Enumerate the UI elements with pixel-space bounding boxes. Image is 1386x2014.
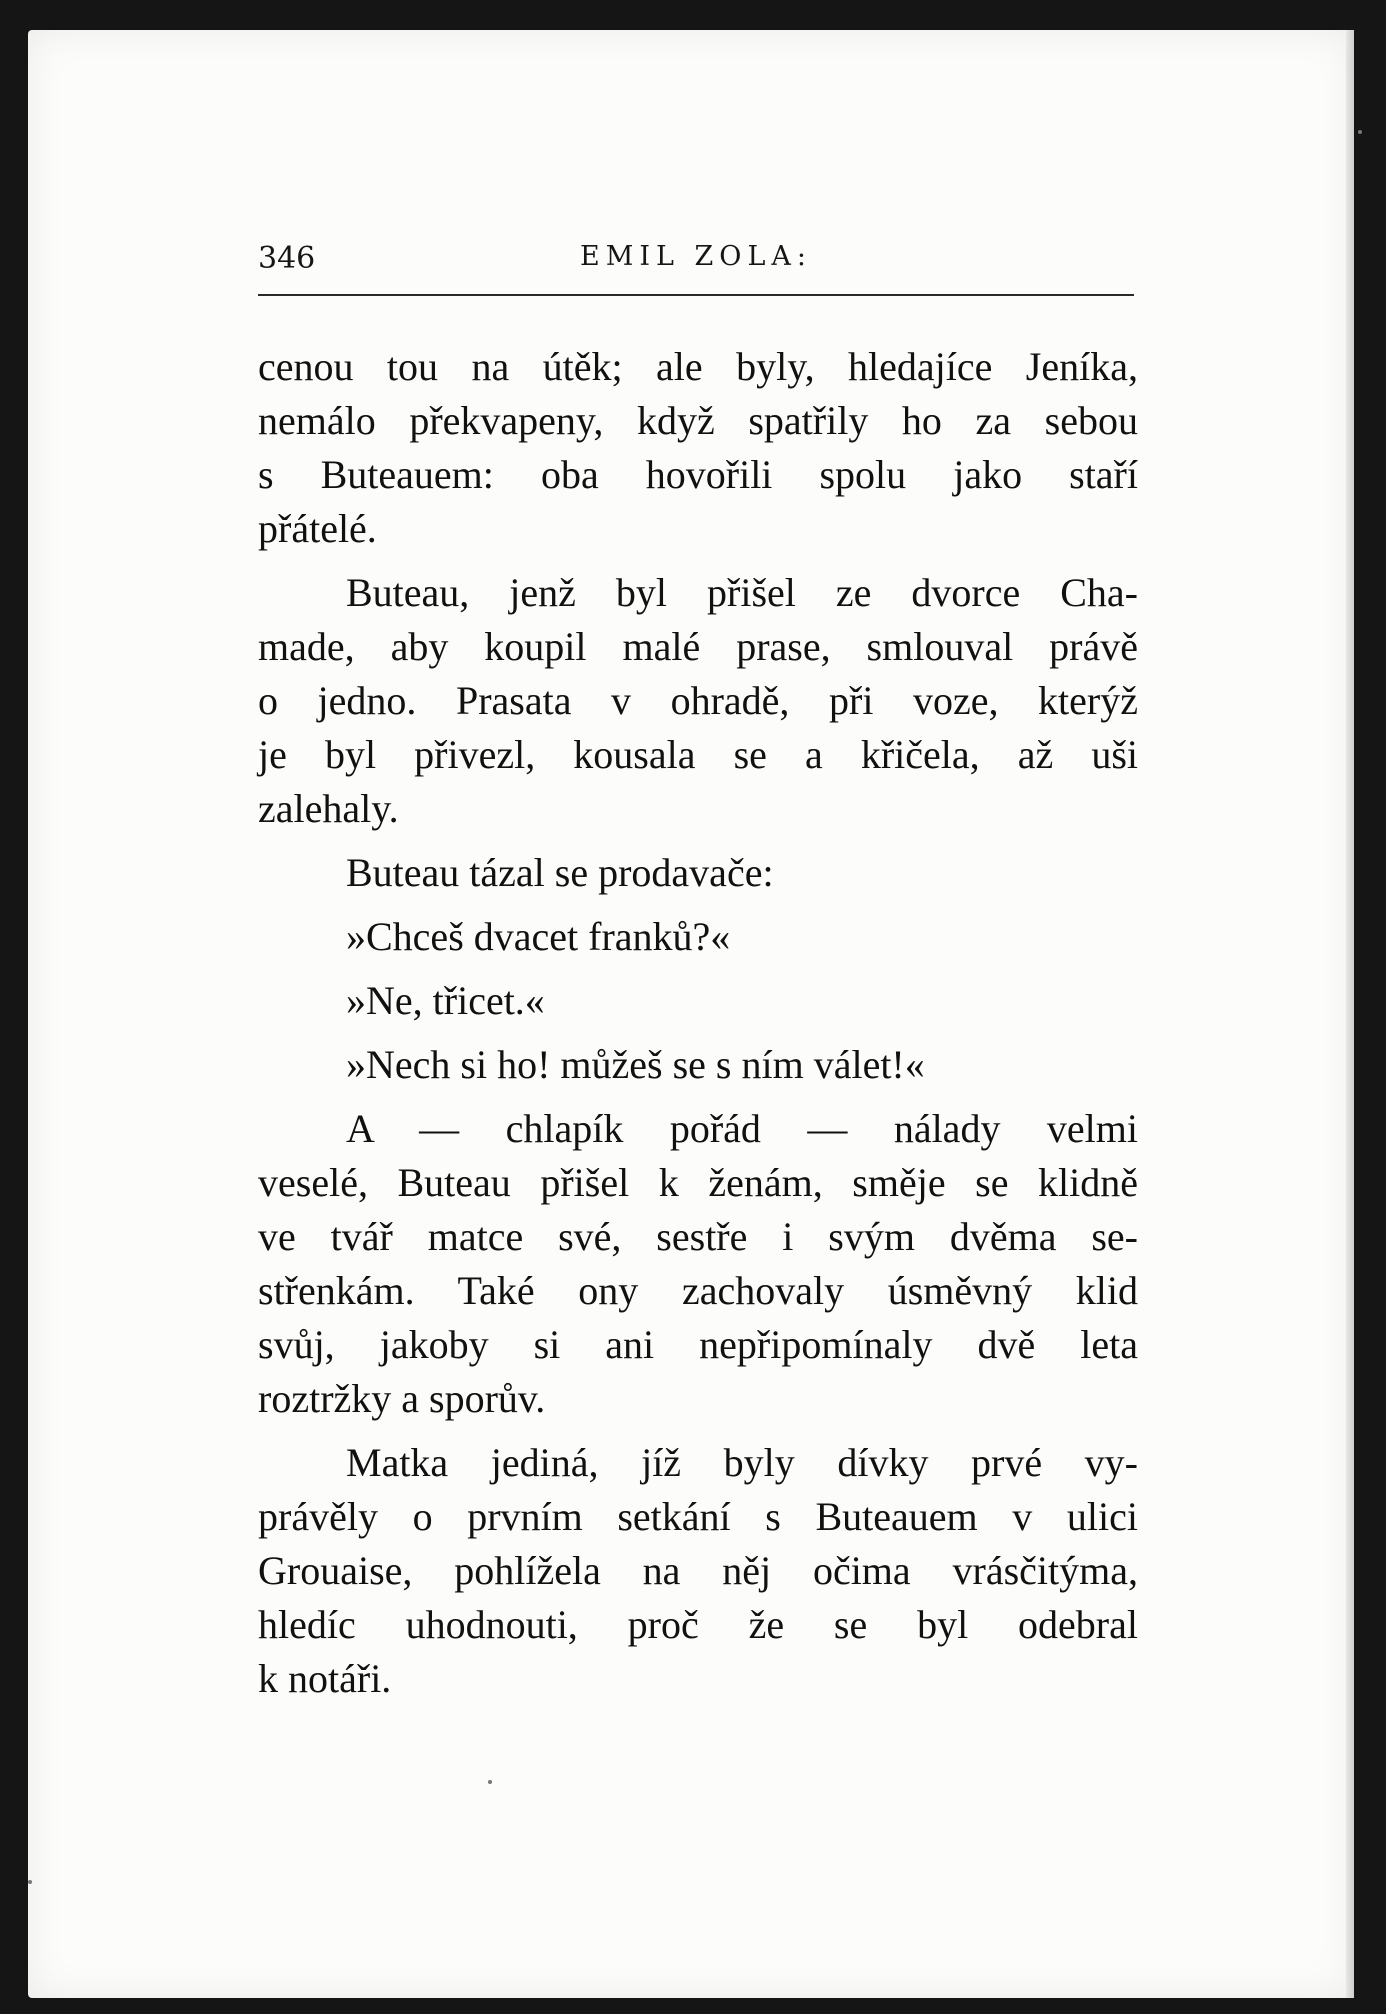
text-line: hledíc uhodnouti, proč že se byl odebral [258,1602,1138,1647]
header-rule [258,294,1134,296]
text-line: k notáři. [258,1656,392,1701]
paragraph-4 [258,910,1138,964]
text-line: přátelé. [258,506,377,551]
paragraph-3 [258,846,1138,900]
page-edge [1346,30,1354,1998]
running-title: EMIL ZOLA: [580,241,812,272]
text-line: veselé, Buteau přišel k ženám, směje se klidně [258,1160,1138,1205]
text-line: nemálo překvapeny, když spatřily ho za sebou [258,398,1138,443]
paragraph-6 [258,1038,1138,1092]
paragraph-1 [258,340,1138,556]
page-number: 346 [258,241,316,276]
text-line: je byl přivezl, kousala se a křičela, až uši [258,732,1138,777]
text-line: »Nech si ho! můžeš se s ním válet!« [346,1042,925,1087]
text-line: cenou tou na útěk; ale byly, hledajíce Jeníka, [258,344,1138,389]
text-line: Matka jediná, jíž byly dívky prvé vy- [346,1440,1138,1485]
paper-speck [488,1780,492,1784]
text-line: »Ne, třicet.« [346,978,545,1023]
text-line: ve tvář matce své, sestře i svým dvěma se- [258,1214,1138,1259]
paragraph-7 [258,1102,1138,1426]
text-line: »Chceš dvacet franků?« [346,914,731,959]
text-line: s Buteauem: oba hovořili spolu jako staří [258,452,1138,497]
text-line: zalehaly. [258,786,399,831]
text-line: Buteau tázal se prodavače: [346,850,774,895]
text-line: A — chlapík pořád — nálady velmi [346,1106,1138,1151]
paper-speck [1358,130,1362,134]
text-line: o jedno. Prasata v ohradě, při voze, kterýž [258,678,1138,723]
body-text [258,340,1138,1716]
paragraph-8 [258,1436,1138,1706]
page-header [258,205,1134,276]
paragraph-5 [258,974,1138,1028]
text-line: roztržky a sporův. [258,1376,546,1421]
text-line: svůj, jakoby si ani nepřipomínaly dvě leta [258,1322,1138,1367]
text-line: Buteau, jenž byl přišel ze dvorce Cha- [346,570,1138,615]
text-line: právěly o prvním setkání s Buteauem v ulici [258,1494,1138,1539]
paragraph-2 [258,566,1138,836]
text-line: střenkám. Také ony zachovaly úsměvný klid [258,1268,1138,1313]
paper-speck [28,1880,32,1884]
text-line: Grouaise, pohlížela na něj očima vrásčitýma, [258,1548,1138,1593]
text-line: made, aby koupil malé prase, smlouval právě [258,624,1138,669]
